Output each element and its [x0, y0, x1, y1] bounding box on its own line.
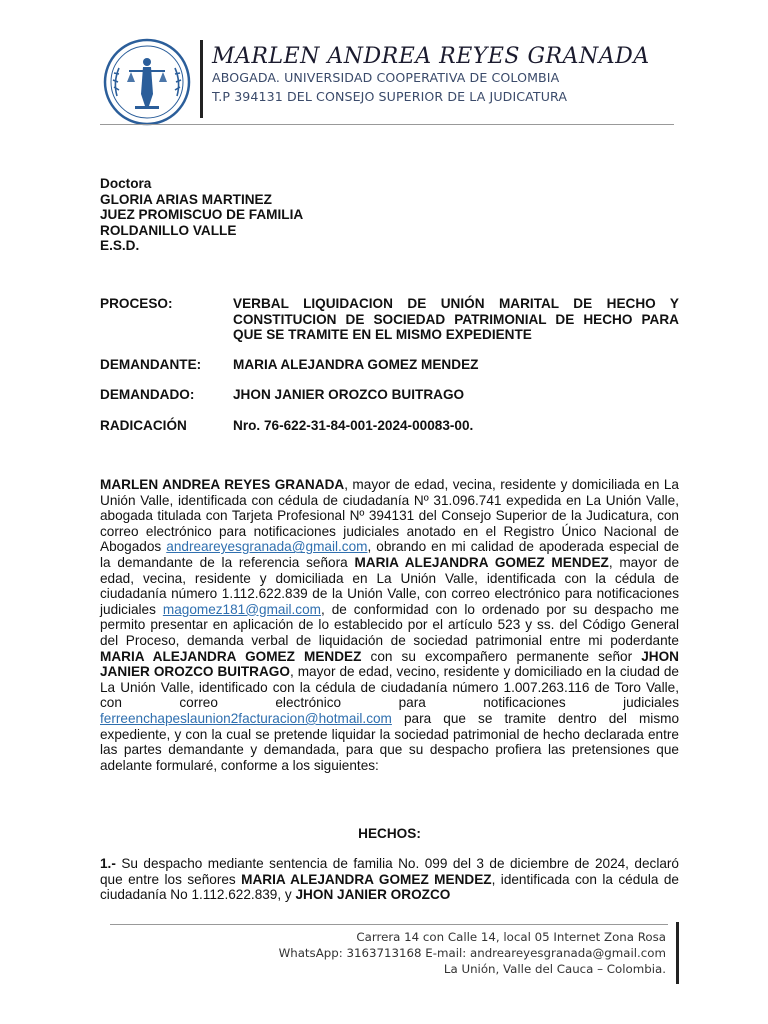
attorney-email-link[interactable]: andreareyesgranada@gmail.com — [166, 539, 368, 555]
defendant-email-link[interactable]: ferreenchapeslaunion2facturacion@hotmail.com — [100, 710, 392, 726]
plaintiff-name: MARIA ALEJANDRA GOMEZ MENDEZ — [354, 554, 609, 570]
hecho-number: 1.- — [100, 856, 116, 871]
demandante-value: MARIA ALEJANDRA GOMEZ MENDEZ — [233, 357, 479, 372]
letterhead-license: T.P 394131 DEL CONSEJO SUPERIOR DE LA JUDICATURA — [212, 89, 568, 104]
letterhead-name: MARLEN ANDREA REYES GRANADA — [212, 44, 650, 69]
footer-location: La Unión, Valle del Cauca – Colombia. — [443, 962, 666, 976]
radicacion-value: Nro. 76-622-31-84-001-2024-00083-00. — [233, 418, 474, 433]
plaintiff-name: MARIA ALEJANDRA GOMEZ MENDEZ — [100, 648, 362, 664]
addressee-role: JUEZ PROMISCUO DE FAMILIA — [100, 207, 304, 222]
intro-paragraph — [100, 477, 679, 773]
plaintiff-email-link[interactable]: magomez181@gmail.com — [162, 601, 321, 617]
footer-rule — [110, 924, 668, 925]
proceso-label: PROCESO: — [100, 296, 173, 311]
demandante-label: DEMANDANTE: — [100, 357, 202, 372]
letterhead-rule — [100, 124, 674, 125]
text-run: con su excompañero permanente señor — [361, 648, 642, 664]
plaintiff-name: MARIA ALEJANDRA GOMEZ MENDEZ — [241, 871, 492, 887]
footer-divider — [676, 922, 679, 984]
text-run: para que se tramite dentro del mismo expediente, y con la cual se pretende liquidar la sociedad patrimonial de hecho declarada entre las partes demandante y demandada, para que su despacho profiera las pretensiones que adelante formularé, conforme a los siguientes: — [100, 710, 679, 773]
text-run: , identificada con la cédula de ciudadanía No 1.112.622.839, y — [100, 871, 679, 903]
addressee-title: Doctora — [100, 176, 152, 191]
letterhead-divider — [200, 40, 203, 118]
hecho-1-paragraph — [100, 856, 679, 903]
demandado-value: JHON JANIER OROZCO BUITRAGO — [233, 387, 465, 402]
proceso-value: VERBAL LIQUIDACION DE UNIÓN MARITAL DE HECHO Y CONSTITUCION DE SOCIEDAD PATRIMONIAL DE HECHO PARA QUE SE TRAMITE EN EL MISMO EXPEDIENTE — [233, 296, 679, 342]
hechos-heading: HECHOS: — [358, 826, 421, 841]
addressee-esd: E.S.D. — [100, 238, 140, 253]
addressee-name: GLORIA ARIAS MARTINEZ — [100, 191, 272, 207]
footer-address: Carrera 14 con Calle 14, local 05 Internet Zona Rosa — [356, 930, 666, 944]
defendant-name: JHON JANIER OROZCO — [295, 887, 451, 903]
attorney-name: MARLEN ANDREA REYES GRANADA — [100, 477, 345, 492]
demandado-label: DEMANDADO: — [100, 387, 195, 402]
addressee-place: ROLDANILLO VALLE — [100, 222, 237, 238]
scales-of-justice-logo — [103, 38, 191, 126]
defendant-name: JHON JANIER OROZCO BUITRAGO — [100, 648, 680, 680]
text-run: , mayor de edad, vecina, residente y domiciliada en La Unión Valle, identificada con la cédula de ciudadanía número 1.112.622.839 de la Unión Valle, con correo electrónico para notificaciones judiciales — [100, 554, 680, 617]
letterhead-degree: ABOGADA. UNIVERSIDAD COOPERATIVA DE COLOMBIA — [212, 70, 560, 85]
addressee-block — [100, 176, 303, 254]
text-run: Su despacho mediante sentencia de familia No. 099 del 3 de diciembre de 2024, declaró que entre los señores — [100, 856, 679, 887]
text-run: , obrando en mi calidad de apoderada especial de la demandante de la referencia señora — [100, 539, 679, 570]
text-run: , mayor de edad, vecino, residente y domiciliado en la ciudad de La Unión Valle, identificado con la cédula de ciudadanía número 1.007.263.116 de Toro Valle, con correo electrónico para notificaciones judiciales — [100, 664, 679, 711]
footer-contact: WhatsApp: 3163713168 E-mail: andreareyesgranada@gmail.com — [278, 946, 666, 960]
text-run: , mayor de edad, vecina, residente y domiciliada en La Unión Valle, identificada con cédula de ciudadanía Nº 31.096.741 expedida en La Unión Valle, abogada titulada con Tarjeta Profesional Nº 394131 del Consejo Superior de la Judicatura, con correo electrónico para notificaciones judiciales anotado en el Registro Único Nacional de Abogados — [100, 477, 679, 555]
radicacion-label: RADICACIÓN — [100, 418, 187, 433]
text-run: , de conformidad con lo ordenado por su despacho me permito presentar en aplicación de lo establecido por el artículo 523 y ss. del Código General del Proceso, demanda verbal de liquidación de sociedad patrimonial entre mi poderdante — [100, 601, 679, 648]
